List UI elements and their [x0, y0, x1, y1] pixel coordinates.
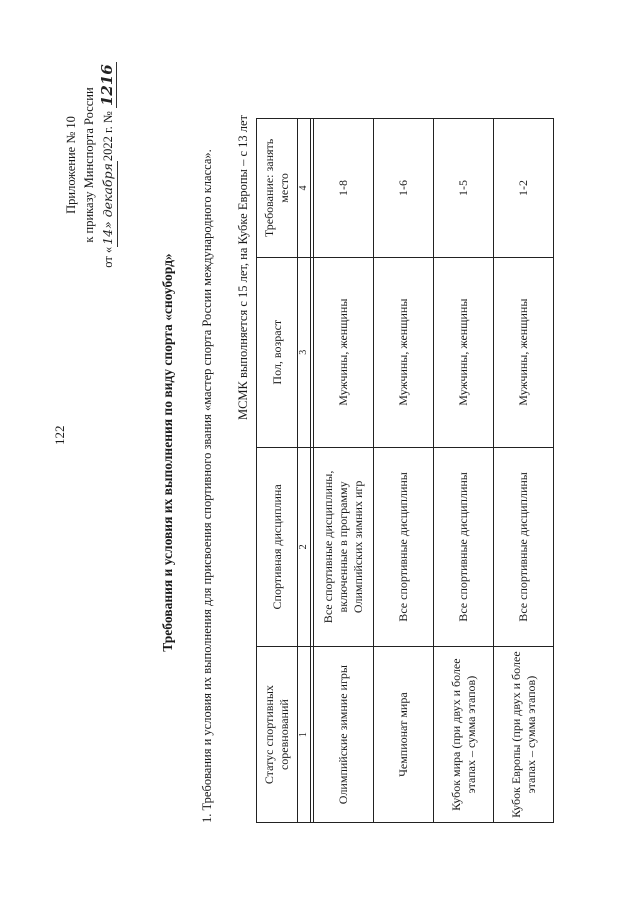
cell-gender-age: Мужчины, женщины: [494, 257, 554, 447]
table-row: [314, 119, 374, 823]
table-header-row: [257, 119, 298, 823]
appendix-line2: к приказу Минспорта России: [82, 87, 96, 243]
appendix-line1: Приложение № 10: [64, 116, 78, 214]
requirement-paragraph: 1. Требования и условия их выполнения для присвоения спортивного звания «мастер спорта России международного класса».: [200, 149, 214, 823]
cell-place: 1-2: [494, 119, 554, 258]
table-caption: МСМК выполняется с 15 лет, на Кубке Европы – с 13 лет: [236, 115, 250, 421]
document-title: Требования и условия их выполнения по виду спорта «сноуборд»: [160, 253, 175, 652]
handwritten-order-number: 1216: [98, 64, 116, 106]
table-row: [374, 119, 434, 823]
cell-gender-age: Мужчины, женщины: [374, 257, 434, 447]
cell-gender-age: Мужчины, женщины: [434, 257, 494, 447]
appendix-date-line: [98, 45, 118, 285]
date-prefix: от «: [101, 246, 115, 268]
col-number: 2: [298, 447, 311, 647]
cell-place: 1-6: [374, 119, 434, 258]
cell-discipline: Все спортивные дисциплины: [434, 447, 494, 647]
handwritten-date: 14» декабря: [99, 161, 118, 247]
cell-status: Кубок Европы (при двух и более этапах – сумма этапов): [494, 647, 554, 823]
cell-status: Чемпионат мира: [374, 647, 434, 823]
header-gender-age: Пол, возраст: [257, 257, 298, 447]
cell-status: Олимпийские зимние игры: [314, 647, 374, 823]
cell-place: 1-5: [434, 119, 494, 258]
cell-discipline: Все спортивные дисциплины: [494, 447, 554, 647]
appendix-block: [62, 45, 118, 285]
table-row: [494, 119, 554, 823]
column-number-row: [298, 119, 311, 823]
table-row: [434, 119, 494, 823]
cell-gender-age: Мужчины, женщины: [314, 257, 374, 447]
header-status: Статус спортивных соревнований: [257, 647, 298, 823]
cell-discipline: Все спортивные дисциплины, включенные в программу Олимпийских зимних игр: [314, 447, 374, 647]
header-discipline: Спортивная дисциплина: [257, 447, 298, 647]
cell-status: Кубок мира (при двух и более этапах – сумма этапов): [434, 647, 494, 823]
col-number: 1: [298, 647, 311, 823]
col-number: 4: [298, 119, 311, 258]
header-place: Требование: занять место: [257, 119, 298, 258]
year-text: 2022 г. №: [101, 111, 115, 162]
cell-discipline: Все спортивные дисциплины: [374, 447, 434, 647]
page-number: 122: [52, 425, 67, 445]
requirements-table: [256, 118, 554, 823]
col-number: 3: [298, 257, 311, 447]
cell-place: 1-8: [314, 119, 374, 258]
